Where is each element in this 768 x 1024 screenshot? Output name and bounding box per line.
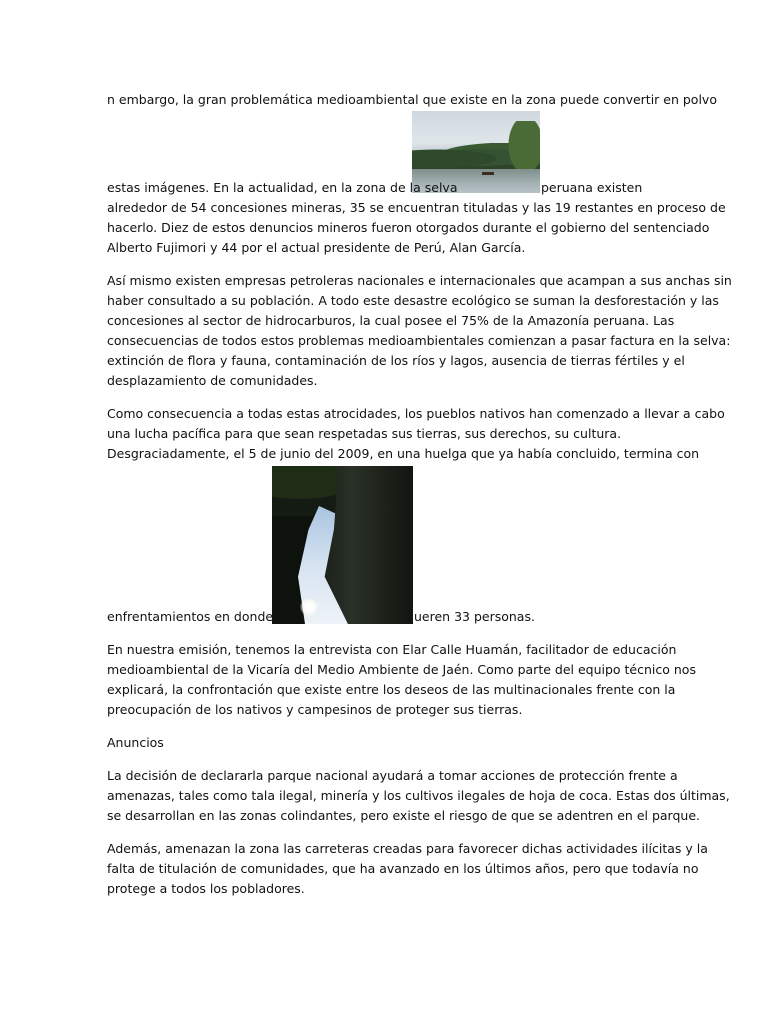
paragraph-1-line-2a: estas imágenes. En la actualidad, en la zona de la selva — [107, 180, 458, 195]
paragraph-3-line-2: una lucha pacífica para que sean respetadas sus tierras, sus derechos, su cultura. — [107, 426, 622, 441]
paragraph-2-line-4: consecuencias de todos estos problemas medioambientales comienzan a pasar factura en la selva: — [107, 333, 731, 348]
ads-label: Anuncios — [107, 735, 164, 750]
paragraph-1-line-1: n embargo, la gran problemática medioambiental que existe en la zona puede convertir en polvo — [107, 92, 717, 107]
paragraph-6-line-1: Además, amenazan la zona las carreteras creadas para favorecer dichas actividades ilícitas y la — [107, 841, 708, 856]
paragraph-6-line-3: protege a todos los pobladores. — [107, 881, 305, 896]
paragraph-3-line-3: Desgraciadamente, el 5 de junio del 2009, en una huelga que ya había concluido, termina con — [107, 446, 700, 461]
paragraph-1-line-5: Alberto Fujimori y 44 por el actual presidente de Perú, Alan García. — [107, 240, 526, 255]
paragraph-3-line-1: Como consecuencia a todas estas atrocidades, los pueblos nativos han comenzado a llevar a cabo — [107, 406, 725, 421]
paragraph-2-line-5: extinción de flora y fauna, contaminación de los ríos y lagos, ausencia de tierras fértiles y el — [107, 353, 685, 368]
paragraph-2-line-6: desplazamiento de comunidades. — [107, 373, 318, 388]
paragraph-1-line-3: alrededor de 54 concesiones mineras, 35 se encuentran tituladas y las 19 restantes en proceso de — [107, 200, 726, 215]
sun-graphic — [300, 598, 318, 616]
paragraph-1-line-2b: peruana existen — [541, 180, 643, 195]
paragraph-1-line-4: hacerlo. Diez de estos denuncios mineros fueron otorgados durante el gobierno del sentenciado — [107, 220, 710, 235]
paragraph-2-line-2: haber consultado a su población. A todo este desastre ecológico se suman la desforestación y las — [107, 293, 719, 308]
paragraph-4-line-1: En nuestra emisión, tenemos la entrevista con Elar Calle Huamán, facilitador de educación — [107, 642, 677, 657]
paragraph-4-line-2: medioambiental de la Vicaría del Medio Ambiente de Jaén. Como parte del equipo técnico nos — [107, 662, 696, 677]
paragraph-5-line-3: se desarrollan en las zonas colindantes, pero existe el riesgo de que se adentren en el parque. — [107, 808, 700, 823]
paragraph-5-line-2: amenazas, tales como tala ilegal, minería y los cultivos ilegales de hoja de coca. Estas dos últimas, — [107, 788, 730, 803]
paragraph-3-line-4b: ueren 33 personas. — [414, 609, 535, 624]
paragraph-6-line-2: falta de titulación de comunidades, que ha avanzado en los últimos años, pero que todavía no — [107, 861, 699, 876]
paragraph-2-line-3: concesiones al sector de hidrocarburos, la cual posee el 75% de la Amazonía peruana. Las — [107, 313, 675, 328]
paragraph-3-line-4a: enfrentamientos en donde m — [107, 609, 290, 624]
paragraph-2-line-1: Así mismo existen empresas petroleras nacionales e internacionales que acampan a sus anchas sin — [107, 273, 732, 288]
paragraph-4-line-4: preocupación de los nativos y campesinos de proteger sus tierras. — [107, 702, 523, 717]
paragraph-4-line-3: explicará, la confrontación que existe entre los deseos de las multinacionales frente con la — [107, 682, 676, 697]
paragraph-5-line-1: La decisión de declararla parque nacional ayudará a tomar acciones de protección frente a — [107, 768, 678, 783]
boat-graphic — [482, 172, 494, 175]
tree-trunk-photo — [272, 466, 413, 624]
